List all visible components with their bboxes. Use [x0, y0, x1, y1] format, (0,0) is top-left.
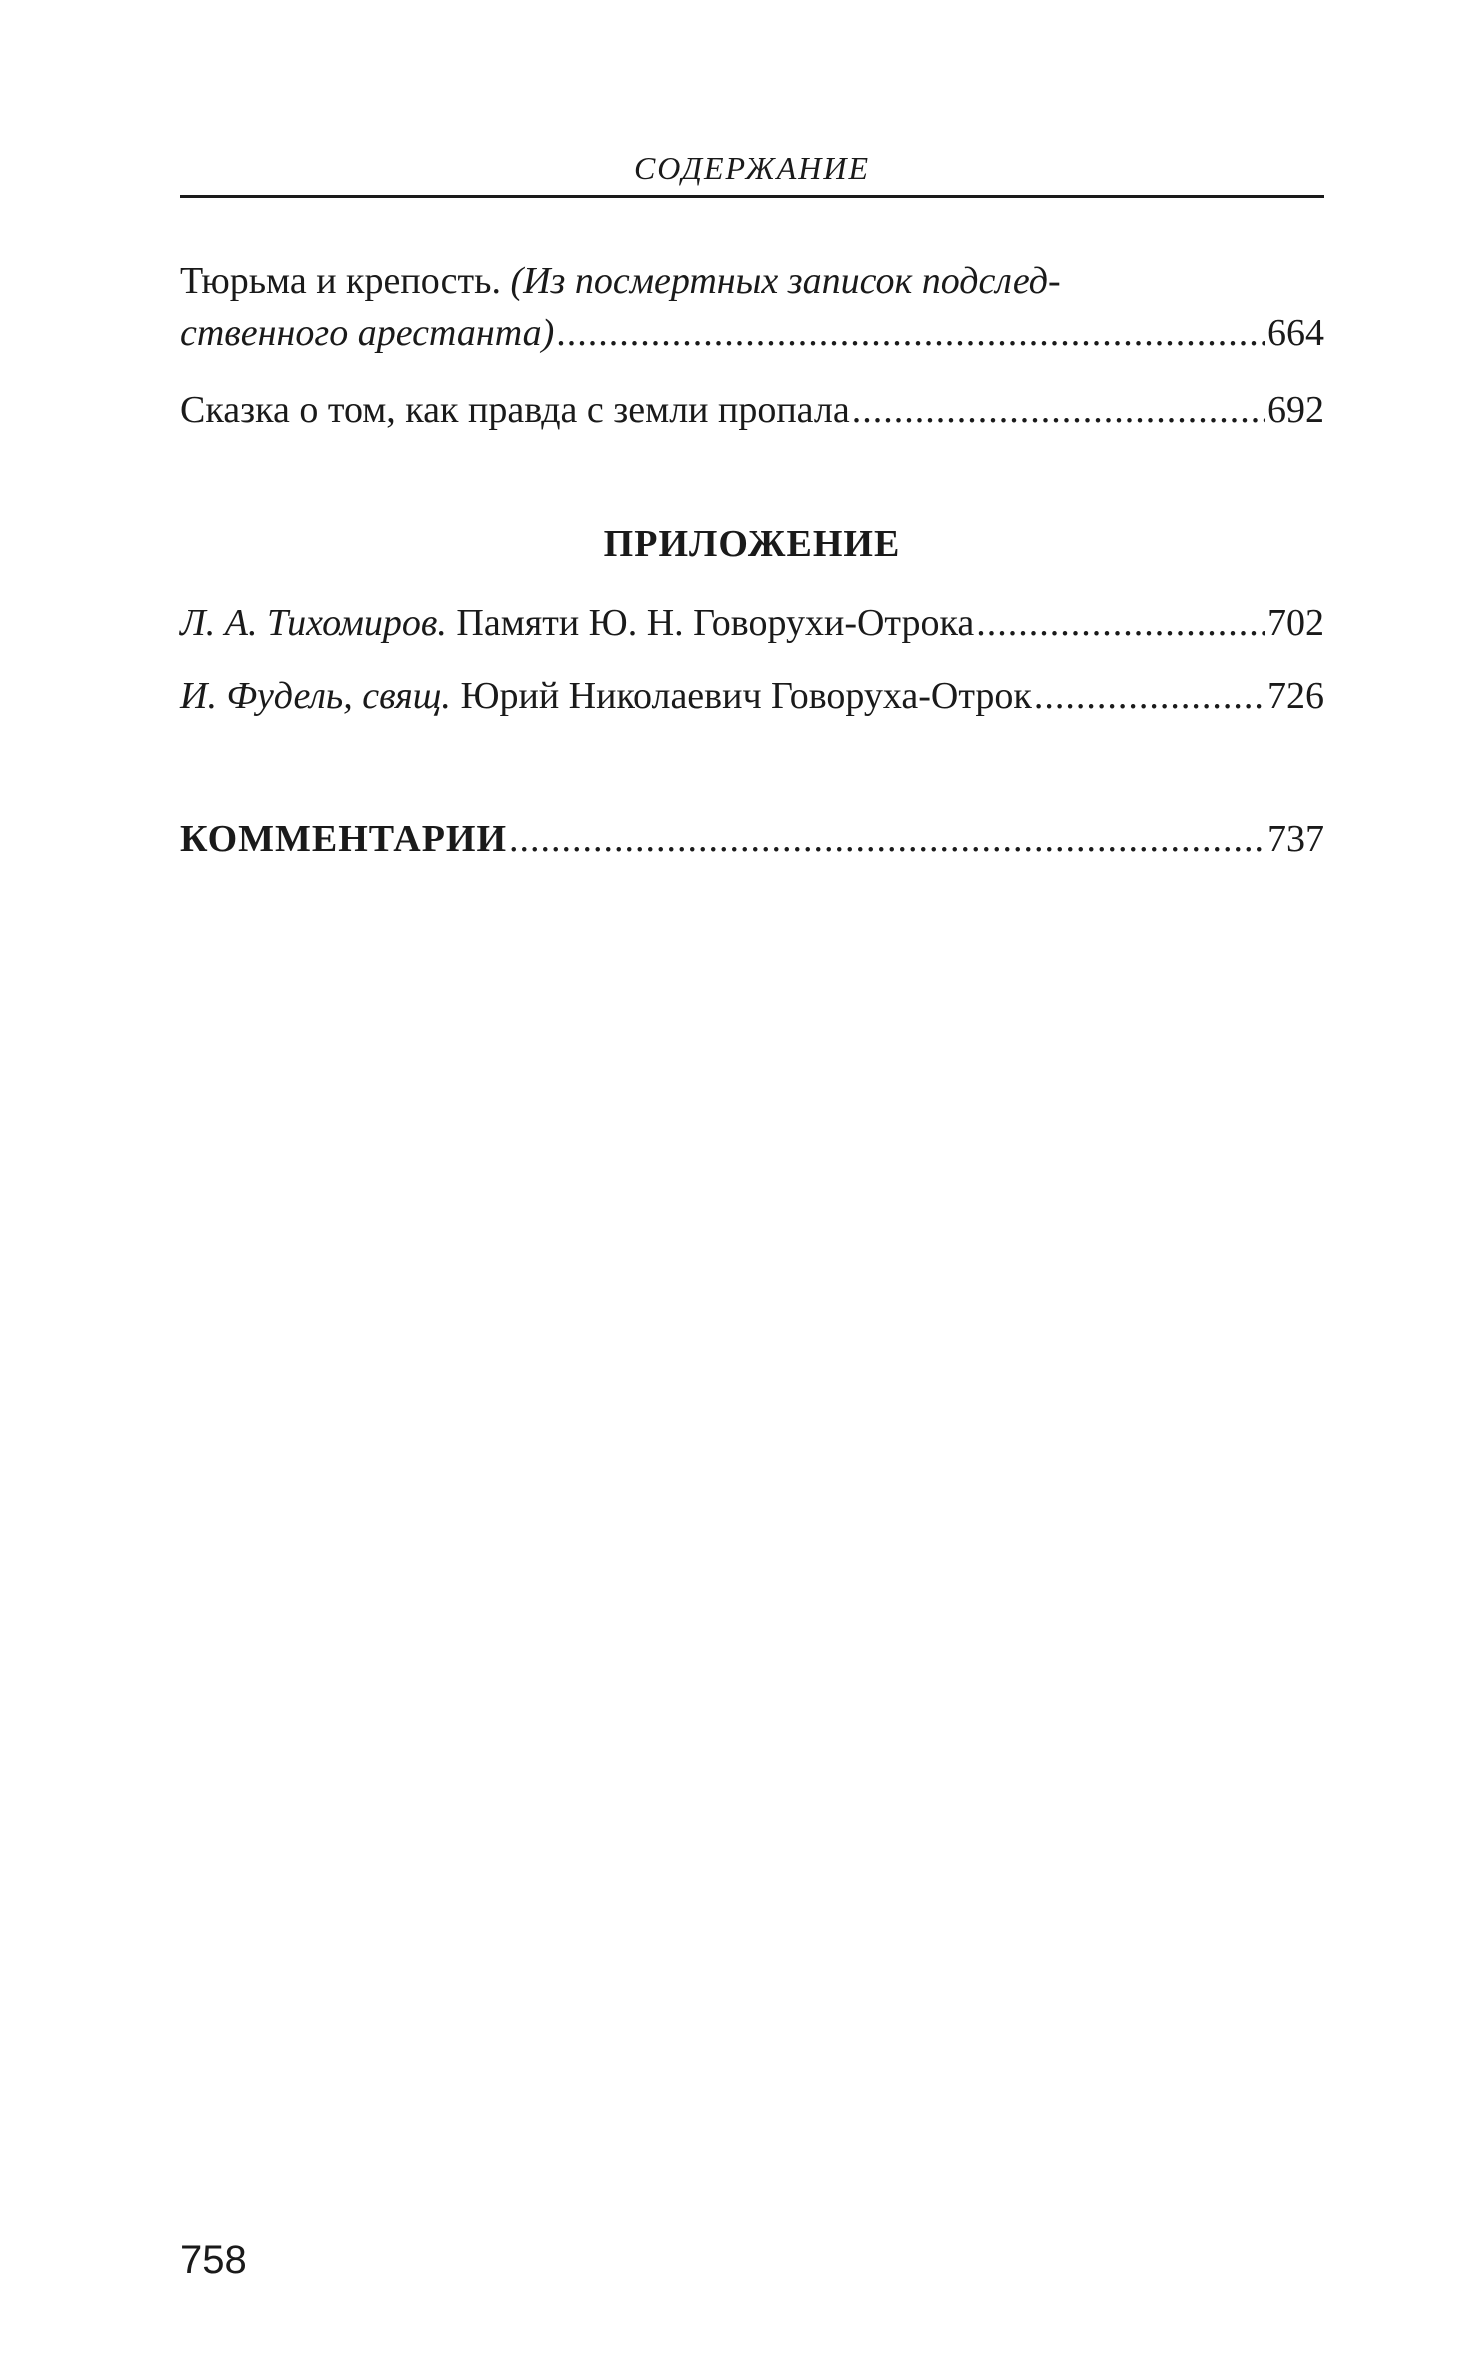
toc-entry-line [180, 384, 1324, 436]
toc-entry-line [180, 255, 1324, 307]
dot-leader [509, 813, 1265, 865]
header-rule [180, 195, 1324, 198]
running-head: СОДЕРЖАНИЕ [633, 150, 871, 186]
dot-leader [556, 307, 1265, 359]
book-page [180, 0, 1324, 2362]
page-number: 758 [180, 2238, 247, 2282]
toc-entry-commentary[interactable] [180, 813, 1324, 865]
toc-page-number: 664 [1267, 312, 1324, 354]
toc-entry[interactable] [180, 670, 1324, 722]
appendix-heading: ПРИЛОЖЕНИЕ [603, 523, 901, 565]
toc-page-number: 737 [1267, 818, 1324, 860]
dot-leader [852, 384, 1265, 436]
dot-leader [1034, 670, 1265, 722]
toc-entry-line [180, 597, 1324, 649]
toc-entry-title: Юрий Николаевич Говоруха-Отрок [460, 675, 1032, 717]
toc-entry[interactable] [180, 255, 1324, 359]
toc-entry-line [180, 307, 1324, 359]
toc-entry-title: Тюрьма и крепость. [180, 260, 511, 302]
toc-page-number: 702 [1267, 602, 1324, 644]
toc-entry-title: Сказка о том, как правда с земли пропала [180, 389, 850, 431]
toc-page-number: 692 [1267, 389, 1324, 431]
toc-entry[interactable] [180, 597, 1324, 649]
toc-entry[interactable] [180, 384, 1324, 436]
dot-leader [976, 597, 1265, 649]
toc-entry-line [180, 670, 1324, 722]
toc-entry-author: Л. А. Тихомиров. [180, 602, 447, 644]
toc-entry-subtitle-continued: ственного арестанта) [180, 312, 555, 354]
toc-entry-subtitle: (Из посмертных записок подслед- [510, 260, 1061, 302]
toc-entry-title: Памяти Ю. Н. Говорухи-Отрока [456, 602, 975, 644]
toc-entry-author: И. Фудель, свящ. [180, 675, 451, 717]
toc-page-number: 726 [1267, 675, 1324, 717]
commentary-heading: КОММЕНТАРИИ [180, 818, 508, 860]
toc-entry-line [180, 813, 1324, 865]
